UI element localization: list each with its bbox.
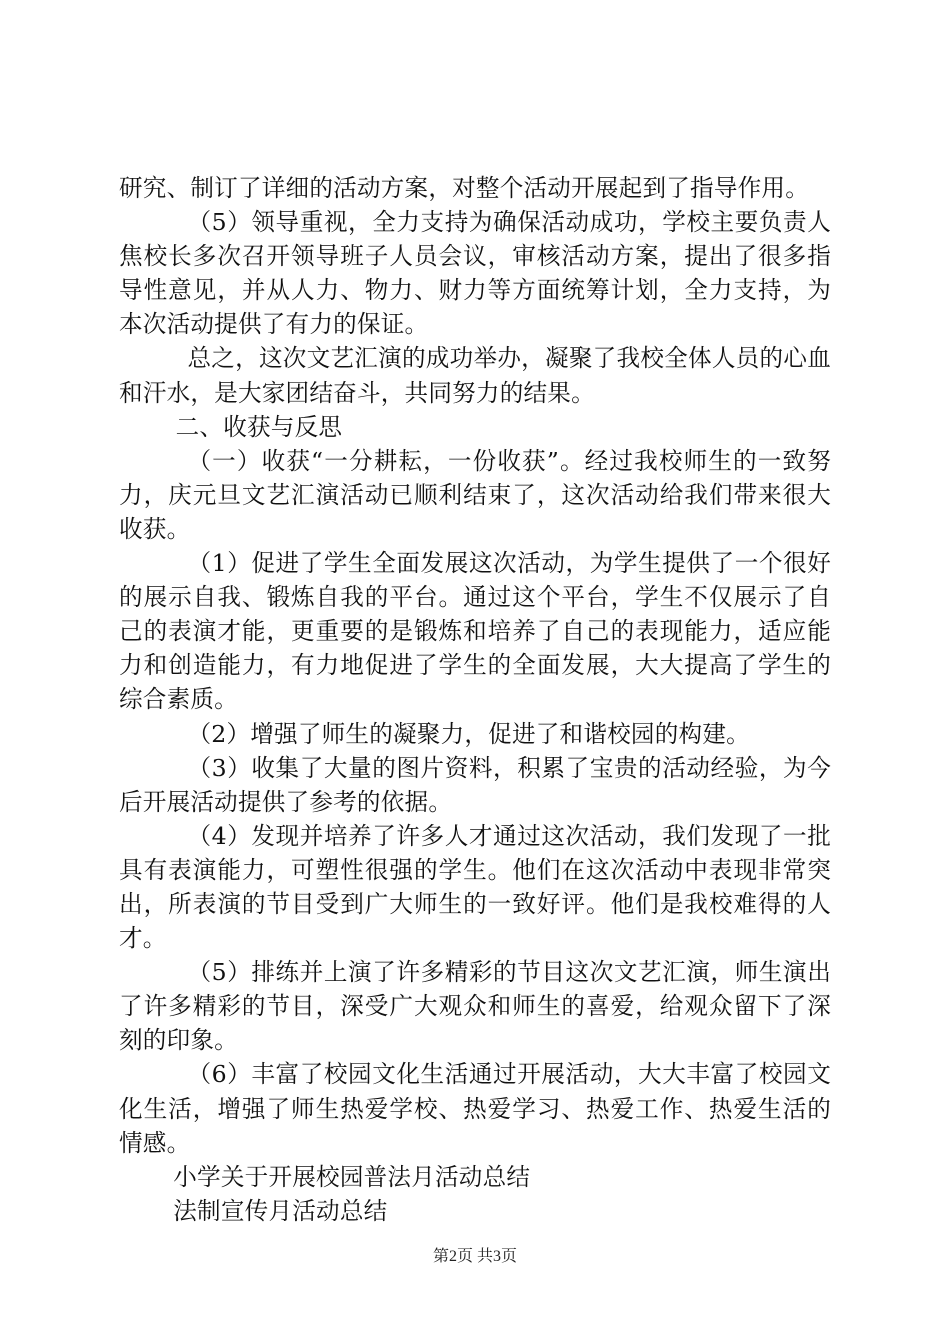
page-number-footer: 第2页 共3页 [432,1248,517,1265]
paragraph: （3）收集了大量的图片资料，积累了宝贵的活动经验，为今后开展活动提供了参考的依据。 [119,753,831,816]
document-body [119,171,831,1228]
paragraph: （5）排练并上演了许多精彩的节目这次文艺汇演，师生演出了许多精彩的节目，深受广大观众和师生的喜爱，给观众留下了深刻的印象。 [119,958,831,1055]
related-title: 法制宣传月活动总结 [173,1196,388,1225]
paragraph: （1）促进了学生全面发展这次活动，为学生提供了一个很好的展示自我、锻炼自我的平台。通过这个平台，学生不仅展示了自己的表演才能，更重要的是锻炼和培养了自己的表现能力，适应能力和创造能力，有力地促进了学生的全面发展，大大提高了学生的综合素质。 [119,549,831,714]
paragraph: （2）增强了师生的凝聚力，促进了和谐校园的构建。 [187,719,750,748]
related-title: 小学关于开展校园普法月活动总结 [173,1162,531,1191]
paragraph: 总之，这次文艺汇演的成功举办，凝聚了我校全体人员的心血和汗水，是大家团结奋斗，共同努力的结果。 [119,344,831,407]
paragraph: （4）发现并培养了许多人才通过这次活动，我们发现了一批具有表演能力，可塑性很强的学生。他们在这次活动中表现非常突出，所表演的节目受到广大师生的一致好评。他们是我校难得的人才。 [119,821,831,953]
paragraph: （一）收获“一分耕耘，一份收获”。经过我校师生的一致努力，庆元旦文艺汇演活动已顺利结束了，这次活动给我们带来很大收获。 [119,446,831,543]
paragraph: 研究、制订了详细的活动方案，对整个活动开展起到了指导作用。 [119,174,810,202]
paragraph: （5）领导重视，全力支持为确保活动成功，学校主要负责人焦校长多次召开领导班子人员会议，审核活动方案，提出了很多指导性意见，并从人力、物力、财力等方面统筹计划，全力支持，为本次活动提供了有力的保证。 [119,208,831,339]
section-heading: 二、收获与反思 [175,412,343,441]
paragraph: （6）丰富了校园文化生活通过开展活动，大大丰富了校园文化生活，增强了师生热爱学校、热爱学习、热爱工作、热爱生活的情感。 [119,1060,831,1157]
